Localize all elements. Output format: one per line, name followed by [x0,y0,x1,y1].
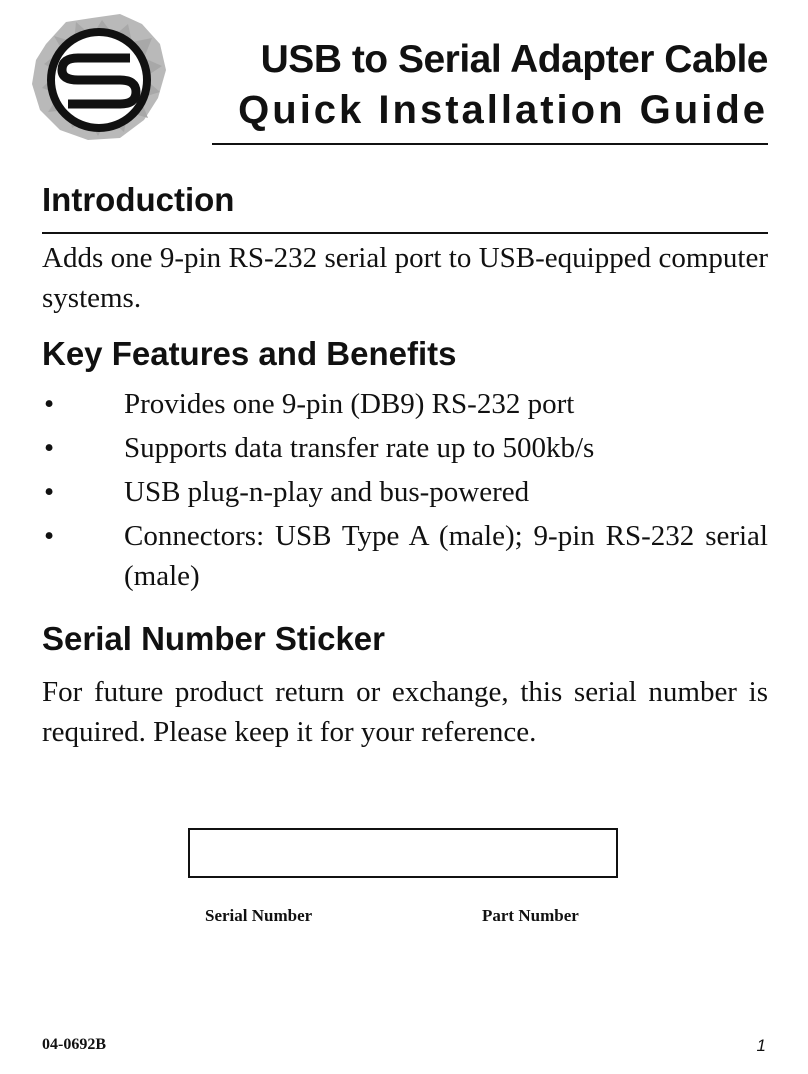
title-divider [212,143,768,145]
serial-sticker-heading: Serial Number Sticker [42,620,385,657]
document-number: 04-0692B [42,1036,106,1053]
serial-number-label: Serial Number [205,906,313,925]
siig-s-logo-icon [32,14,166,142]
bullet-icon: • [44,388,55,420]
serial-sticker-box [188,828,618,878]
bullet-icon: • [44,520,55,552]
feature-item [42,472,768,512]
feature-item [42,384,768,424]
serial-sticker-text: For future product return or exchange, this serial number is required. Please keep it for your reference. [42,676,768,748]
document-title: USB to Serial Adapter Cable [260,38,768,81]
features-heading: Key Features and Benefits [42,335,457,372]
bullet-icon: • [44,432,55,464]
page-number: 1 [756,1036,766,1055]
feature-text: Provides one 9-pin (DB9) RS-232 port [124,388,575,420]
bullet-icon: • [44,476,55,508]
introduction-heading: Introduction [42,181,235,218]
document-subtitle: Quick Installation Guide [238,88,768,132]
introduction-text: Adds one 9-pin RS-232 serial port to USB-equipped computer systems. [42,242,768,314]
feature-item [42,428,768,468]
introduction-divider [42,232,768,234]
part-number-label: Part Number [482,906,579,925]
feature-text: Connectors: USB Type A (male); 9-pin RS-232 serial (male) [124,520,768,592]
features-list [42,384,768,600]
feature-item [42,516,768,596]
feature-text: Supports data transfer rate up to 500kb/s [124,432,595,464]
feature-text: USB plug-n-play and bus-powered [124,476,530,508]
